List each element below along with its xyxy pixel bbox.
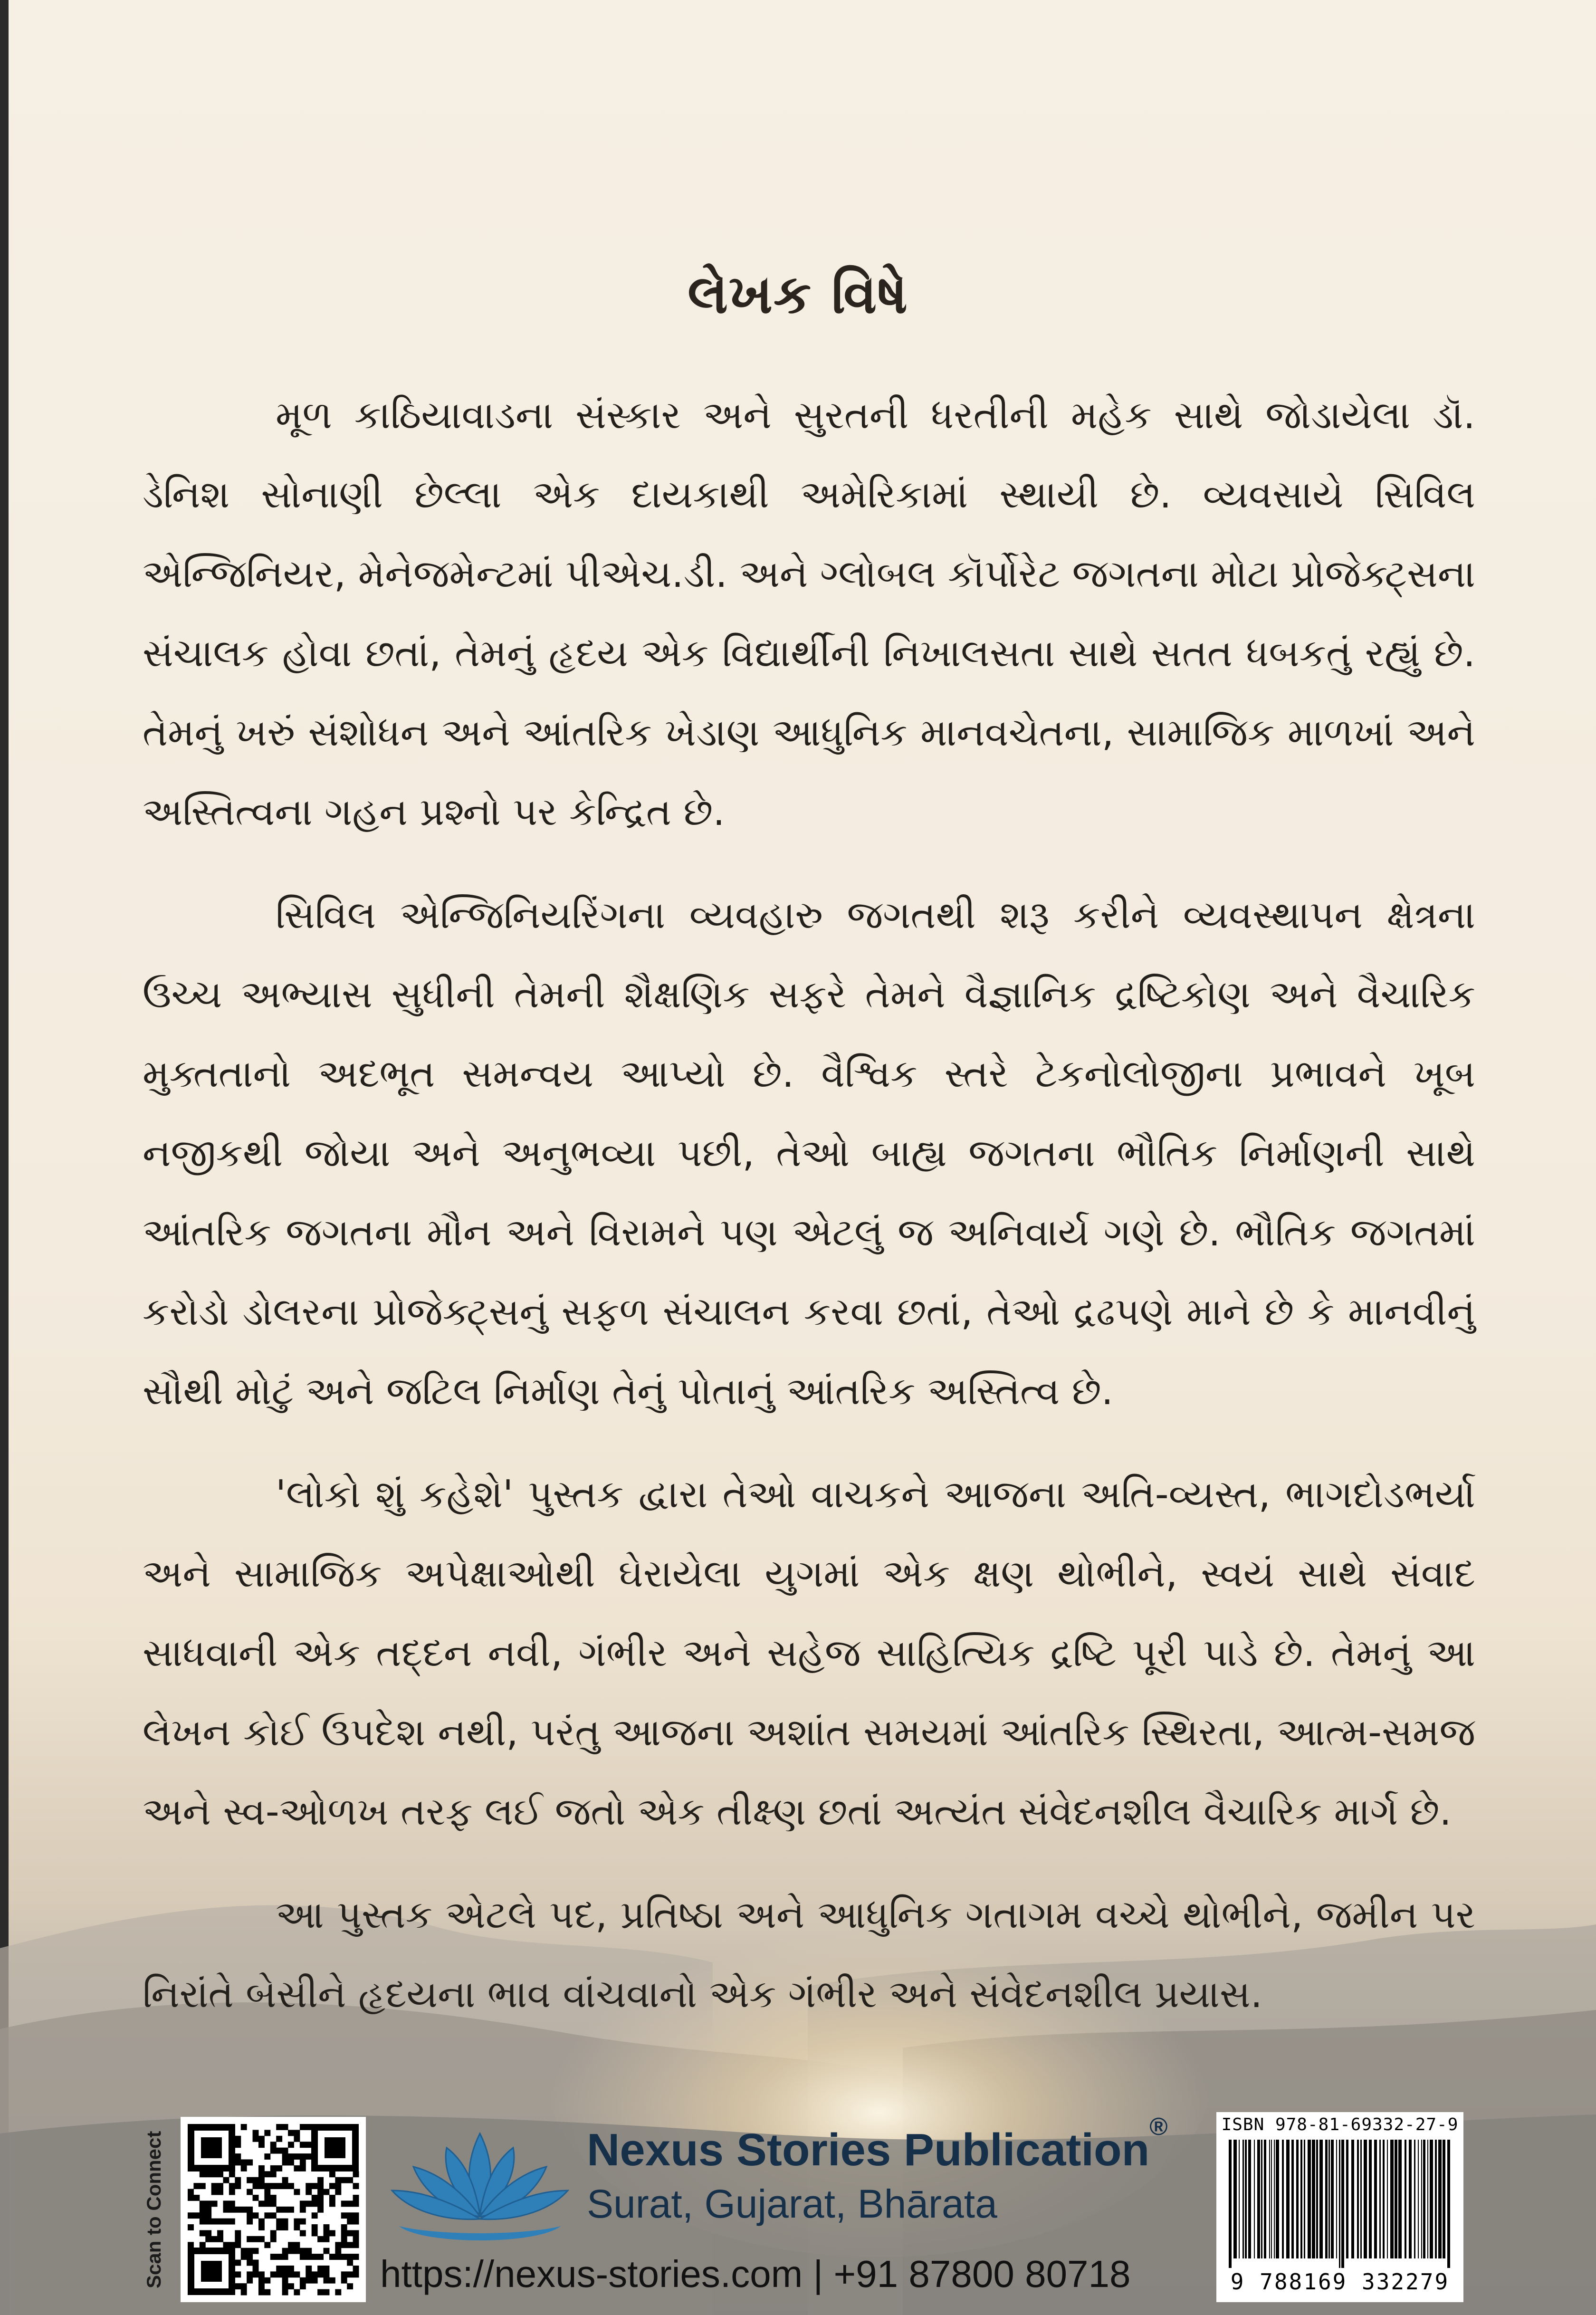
scan-to-connect-label: Scan to Connect xyxy=(143,2131,165,2288)
publisher-location: Surat, Gujarat, Bhārata xyxy=(587,2181,997,2226)
bio-paragraph-2: સિવિલ એન્જિનિયરિંગના વ્યવહારુ જગતથી શરૂ કરીને વ્યવસ્થાપન ક્ષેત્રના ઉચ્ચ અભ્યાસ સુધીની તેમની શૈક્ષણિક સફરે તેમને વૈજ્ઞાનિક દ્રષ્ટિકોણ અને વૈચારિક મુક્તતાનો અદભૂત સમન્વય આપ્યો છે. વૈશ્વિક સ્તરે ટેકનોલોજીના પ્રભાવને ખૂબ નજીકથી જોયા અને અનુભવ્યા પછી, તેઓ બાહ્ય જગતના ભૌતિક નિર્માણની સાથે આંતરિક જગતના મૌન અને વિરામને પણ એટલું જ અનિવાર્ય ગણે છે. ભૌતિક જગતમાં કરોડો ડોલરના પ્રોજેક્ટ્સનું સફળ સંચાલન કરવા છતાં, તેઓ દ્રઢપણે માને છે કે માનવીનું સૌથી મોટું અને જટિલ નિર્માણ તેનું પોતાનું આંતરિક અસ્તિત્વ છે. xyxy=(143,893,1475,1413)
isbn-barcode xyxy=(1216,2112,1463,2302)
registered-trademark-mark: ® xyxy=(1149,2113,1168,2141)
bio-paragraph-4: આ પુસ્તક એટલે પદ, પ્રતિષ્ઠા અને આધુનિક ગતાગમ વચ્ચે થોભીને, જમીન પર નિરાંતે બેસીને હૃદયના ભાવ વાંચવાનો એક ગંભીર અને સંવેદનશીલ પ્રયાસ. xyxy=(143,1893,1475,2016)
bio-paragraph-3: 'લોકો શું કહેશે' પુસ્તક દ્વારા તેઓ વાચકને આજના અતિ-વ્યસ્ત, ભાગદોડભર્યા અને સામાજિક અપેક્ષાઓથી ઘેરાયેલા યુગમાં એક ક્ષણ થોભીને, સ્વયં સાથે સંવાદ સાધવાની એક તદ્દન નવી, ગંભીર અને સહેજ સાહિત્યિક દ્રષ્ટિ પૂરી પાડે છે. તેમનું આ લેખન કોઈ ઉપદેશ નથી, પરંતુ આજના અશાંત સમયમાં આંતરિક સ્થિરતા, આત્મ-સમજ અને સ્વ-ઓળખ તરફ લઈ જતો એક તીક્ષ્ણ છતાં અત્યંત સંવેદનશીલ વૈચારિક માર્ગ છે. xyxy=(143,1472,1475,1834)
isbn-label: ISBN 978-81-69332-27-9 xyxy=(1221,2115,1459,2134)
author-bio-body xyxy=(143,375,1475,2057)
barcode-bars xyxy=(1226,2140,1454,2268)
barcode-digits: 9 788169 332279 xyxy=(1230,2269,1450,2295)
qr-code[interactable] xyxy=(181,2117,366,2302)
publisher-name: Nexus Stories Publication® xyxy=(587,2113,1168,2175)
section-heading: લેખક વિષે xyxy=(688,264,908,325)
bio-paragraph-1: મૂળ કાઠિયાવાડના સંસ્કાર અને સુરતની ધરતીની મહેક સાથે જોડાયેલા ડૉ. ડેનિશ સોનાણી છેલ્લા એક દાયકાથી અમેરિકામાં સ્થાયી છે. વ્યવસાયે સિવિલ એન્જિનિયર, મેનેજમેન્ટમાં પીએચ.ડી. અને ગ્લોબલ કૉર્પોરેટ જગતના મોટા પ્રોજેક્ટ્સના સંચાલક હોવા છતાં, તેમનું હૃદય એક વિદ્યાર્થીની નિખાલસતા સાથે સતત ધબકતું રહ્યું છે. તેમનું ખરું સંશોધન અને આંતરિક ખેડાણ આધુનિક માનવચેતના, સામાજિક માળખાં અને અસ્તિત્વના ગહન પ્રશ્નો પર કેન્દ્રિત છે. xyxy=(143,393,1475,834)
lotus-logo-icon xyxy=(380,2119,580,2257)
publisher-contact[interactable]: https://nexus-stories.com | +91 87800 80718 xyxy=(380,2253,1131,2295)
